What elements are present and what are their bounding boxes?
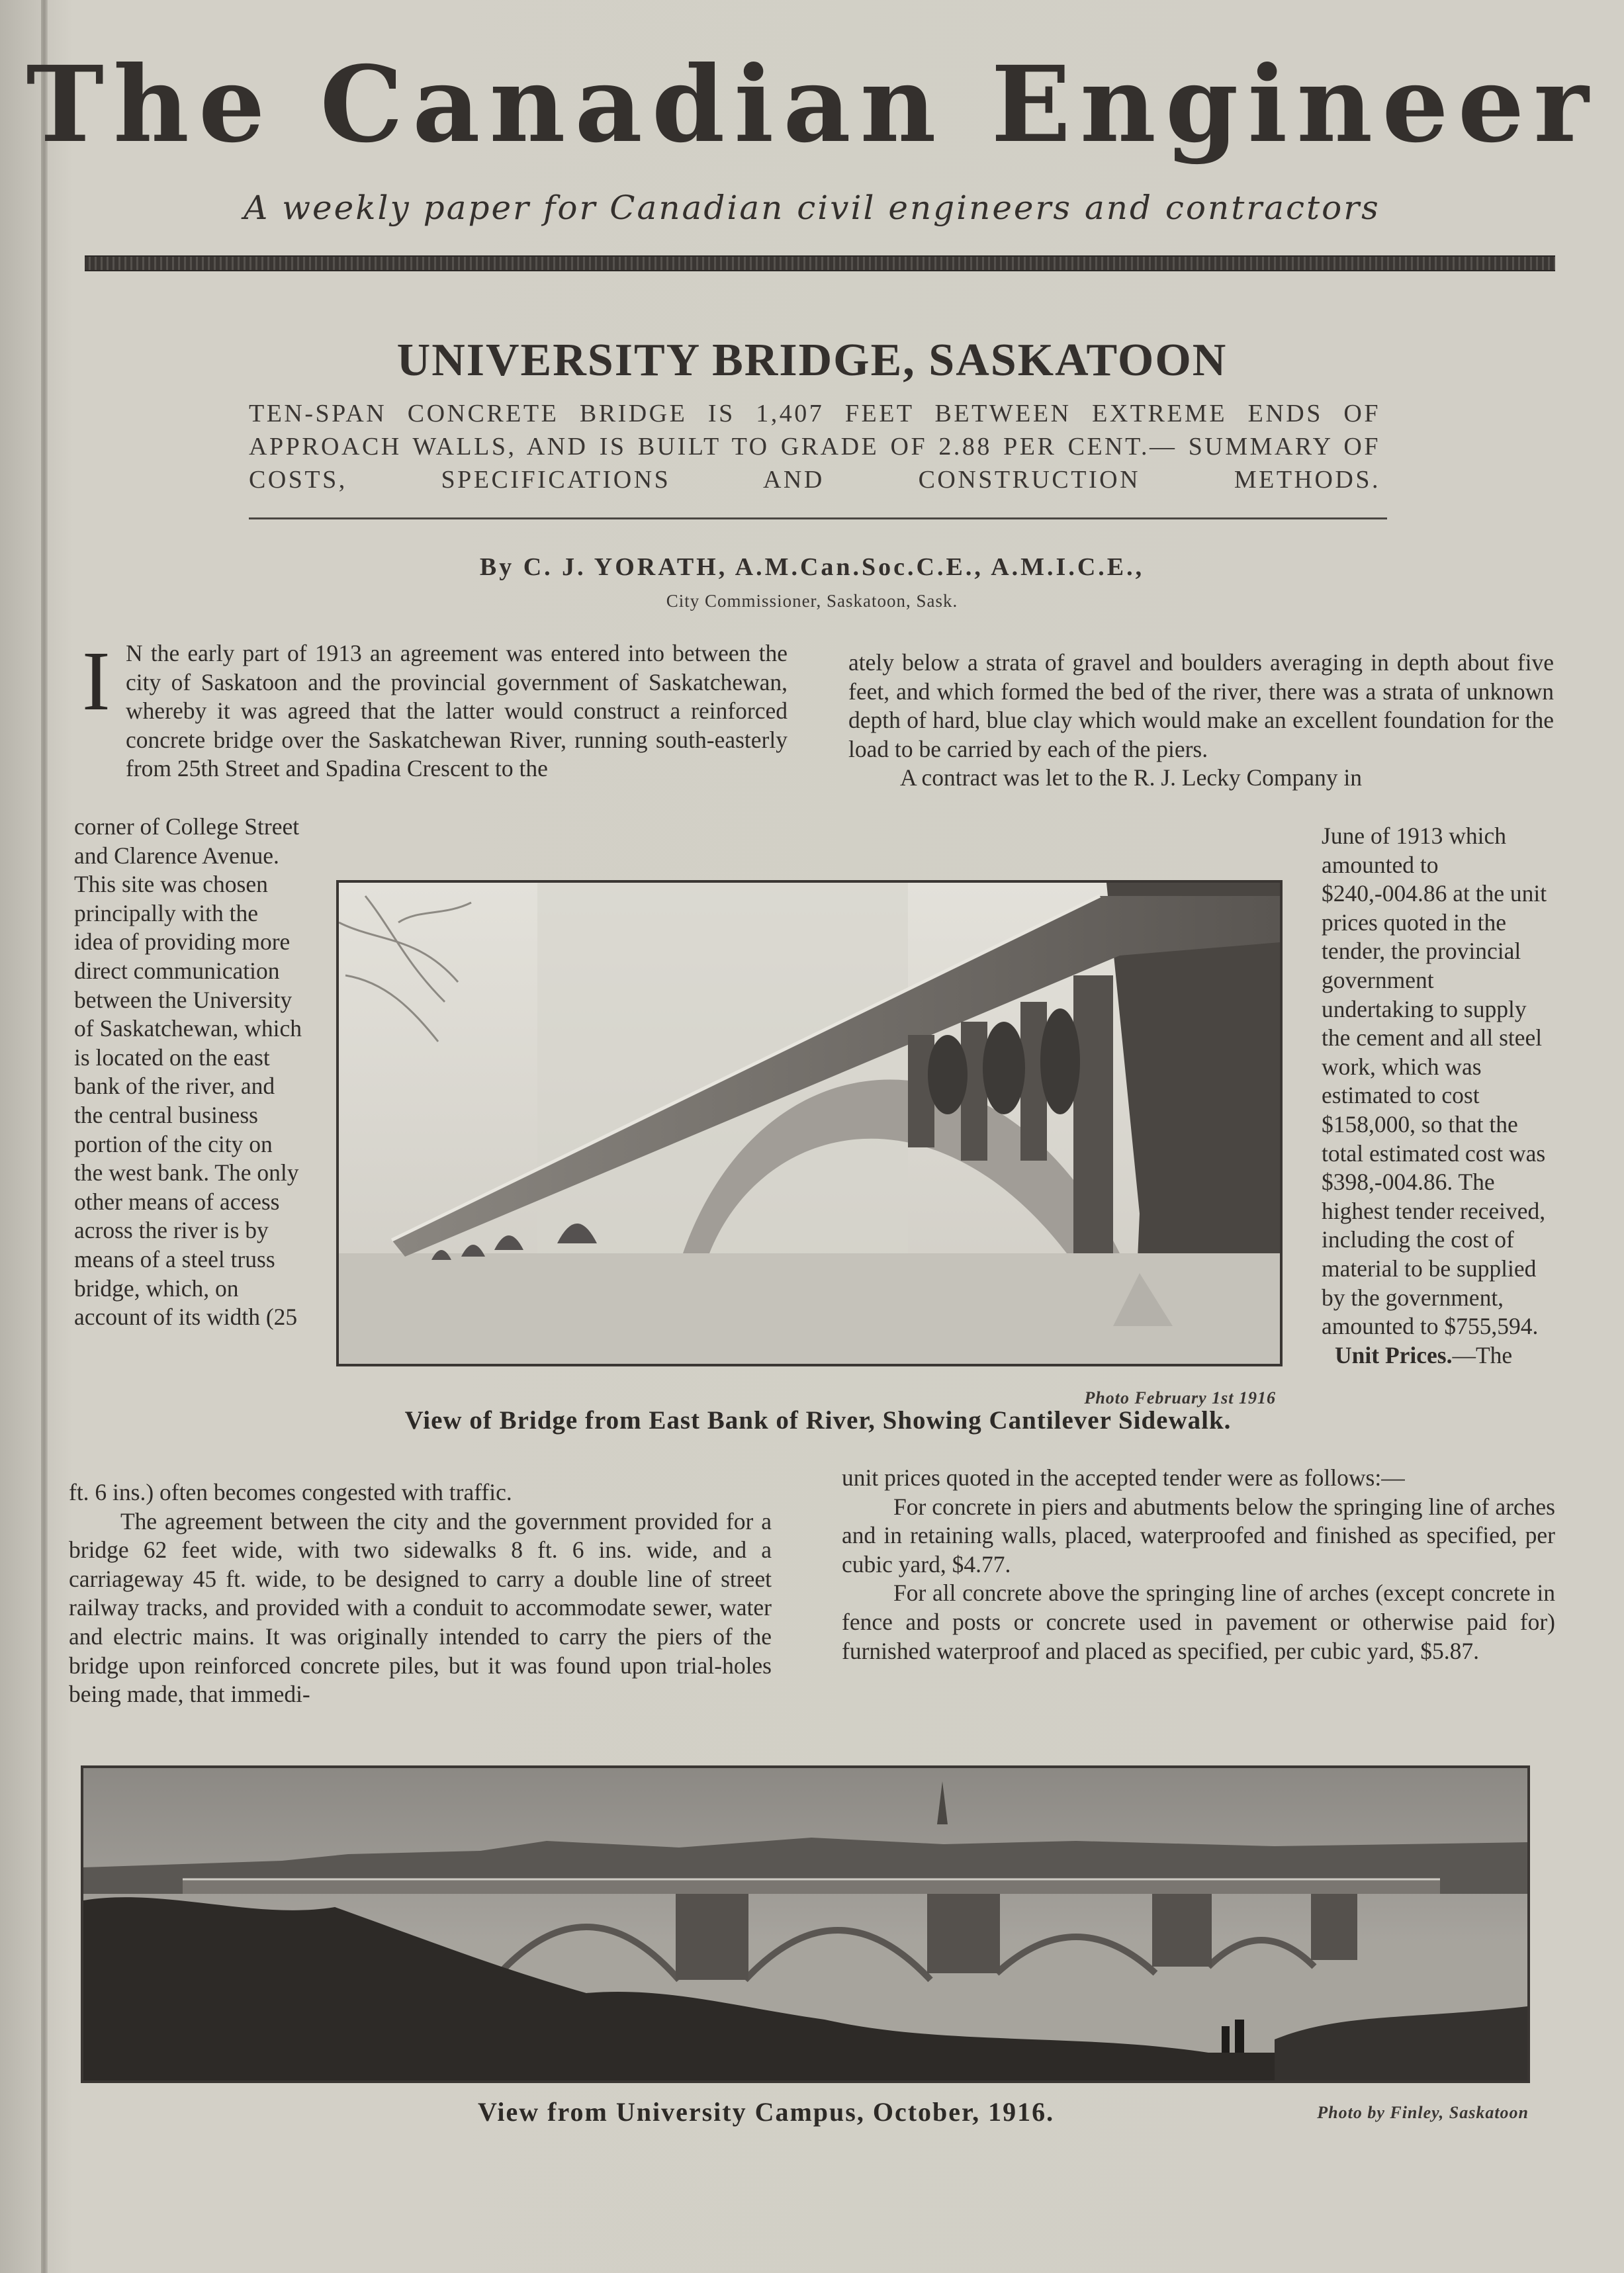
masthead-title: The Canadian Engineer xyxy=(26,44,1598,166)
article-deck: TEN-SPAN CONCRETE BRIDGE IS 1,407 FEET BETWEEN EXTREME ENDS OF APPROACH WALLS, AND IS BUILT TO GRADE OF 2.88 PER CENT.— SUMMARY OF COSTS, SPECIFICATIONS AND CONSTRUCTION METHODS. xyxy=(249,400,1380,494)
paragraph: For concrete in piers and abutments below the springing line of arches and in retaining walls, placed, waterproofed and finished as specified, per cubic yard, $4.77. xyxy=(842,1493,1555,1578)
bridge-photo-east-bank xyxy=(336,880,1283,1366)
article-headline: UNIVERSITY BRIDGE, SASKATOON xyxy=(396,335,1228,386)
column2-wrap-text xyxy=(1322,822,1550,1370)
photo2-caption: View from University Campus, October, 1916. xyxy=(478,2097,1055,2127)
bridge-photo-panorama-image xyxy=(83,1768,1527,2080)
unit-prices-heading: Unit Prices. xyxy=(1335,1341,1453,1368)
paragraph: N the early part of 1913 an agreement was entered into between the city of Saskatoon and the provincial government of Saskatchewan, whereby it was agreed that the latter would construct a reinforced concrete bridge over the Saskatchewan River, running south-easterly from 25th Street and Spadina Crescent to the xyxy=(126,640,788,782)
paragraph: ately below a strata of gravel and boulders averaging in depth about five feet, and which formed the bed of the river, there was a strata of unknown depth of hard, blue clay which would make an excellent foundation for the load to be carried by each of the piers. xyxy=(848,649,1554,762)
masthead-rule xyxy=(85,255,1555,271)
photo2-credit: Photo by Finley, Saskatoon xyxy=(1317,2103,1529,2122)
deck-rule xyxy=(249,517,1387,519)
paragraph: corner of College Street and Clarence Avenue. This site was chosen principally with the idea of providing more direct communication between the University of Saskatchewan, which is located on the east bank of the river, and the central business portion of the city on the west bank. The only other means of access across the river is by means of a steel truss bridge, which, on account of its width (25 xyxy=(74,813,302,1331)
column1-intro xyxy=(126,639,788,783)
paragraph: ft. 6 ins.) often becomes congested with traffic. xyxy=(69,1479,512,1505)
article-byline: By C. J. YORATH, A.M.Can.Soc.C.E., A.M.I.C.E., xyxy=(479,553,1145,581)
column2-lower xyxy=(842,1464,1555,1666)
column1-lower xyxy=(69,1478,772,1709)
photo1-credit: Photo February 1st 1916 xyxy=(1084,1388,1276,1407)
paragraph: The agreement between the city and the government provided for a bridge 62 feet wide, with two sidewalks 8 ft. 6 ins. wide, and a carriageway 45 ft. wide, to be designed to carry a double line of street railway tracks, and provided with a conduit to accommodate sewer, water and electric mains. It was originally intended to carry the piers of the bridge upon reinforced concrete piles, but it was found upon trial-holes being made, that immedi- xyxy=(69,1507,772,1708)
bridge-photo-east-bank-image xyxy=(339,883,1280,1364)
photo1-caption: View of Bridge from East Bank of River, Showing Cantilever Sidewalk. xyxy=(404,1406,1232,1435)
bridge-photo-panorama xyxy=(81,1765,1530,2083)
column1-wrap-text xyxy=(74,813,302,1332)
unit-prices-lead: —The xyxy=(1452,1341,1513,1368)
paragraph: For all concrete above the springing line of arches (except concrete in fence and posts or concrete used in pavement or otherwise paid for) furnished waterproof and placed as specified, per cubic yard, $5.87. xyxy=(842,1580,1555,1664)
paragraph: A contract was let to the R. J. Lecky Company in xyxy=(900,764,1363,791)
paragraph: June of 1913 which amounted to $240,-004.86 at the unit prices quoted in the tender, the provincial government undertaking to supply the cement and all steel work, which was estimated to cost $158,000, so that the total estimated cost was $398,-004.86. The highest tender received, including the cost of material to be supplied by the government, amounted to $755,594. xyxy=(1322,823,1547,1340)
drop-cap: I xyxy=(82,634,111,728)
masthead-tagline: A weekly paper for Canadian civil engineers and contractors xyxy=(244,189,1380,227)
paragraph: unit prices quoted in the accepted tender were as follows:— xyxy=(842,1464,1405,1491)
column2-upper xyxy=(848,648,1554,793)
author-title: City Commissioner, Saskatoon, Sask. xyxy=(666,591,958,611)
paragraph xyxy=(1322,1341,1550,1370)
